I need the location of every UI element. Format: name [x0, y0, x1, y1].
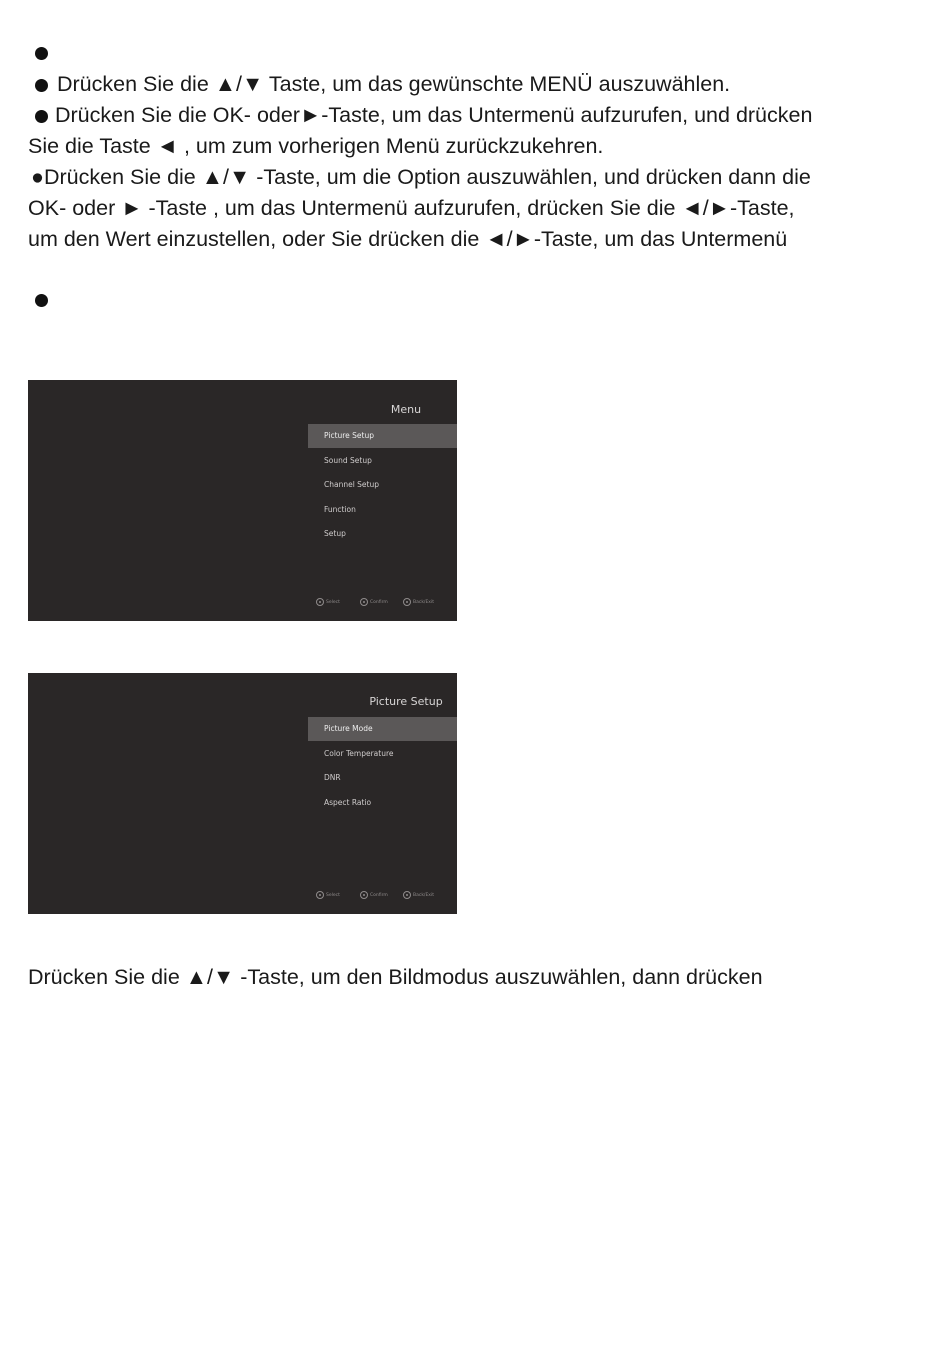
- hint-label: Confirm: [370, 599, 388, 605]
- hint-back: [403, 598, 434, 606]
- hint-label: Select: [326, 892, 340, 898]
- instruction-line-3: Sie die Taste ◄ , um zum vorherigen Menü zurückzukehren.: [28, 134, 604, 158]
- bullet-1: [35, 79, 48, 92]
- menu-item-color-temperature[interactable]: [308, 742, 457, 766]
- menu-item-setup[interactable]: [308, 522, 457, 546]
- menu-item-label: Function: [324, 505, 356, 514]
- instruction-line-5: OK- oder ► -Taste , um das Untermenü aufzurufen, drücken Sie die ◄/►-Taste,: [28, 196, 795, 220]
- bullet-empty-1: [35, 47, 48, 60]
- instruction-line-2: Drücken Sie die OK- oder►-Taste, um das Untermenü aufzurufen, und drücken: [55, 103, 813, 127]
- menu-item-function[interactable]: [308, 498, 457, 522]
- hint-bar: [316, 598, 457, 612]
- instruction-line-1: Drücken Sie die ▲/▼ Taste, um das gewünschte MENÜ auszuwählen.: [57, 72, 731, 96]
- hint-label: Back/Exit: [413, 599, 434, 605]
- menu-item-dnr[interactable]: [308, 766, 457, 790]
- hint-label: Back/Exit: [413, 892, 434, 898]
- back-icon: [403, 891, 411, 899]
- instruction-line-6: um den Wert einzustellen, oder Sie drücken die ◄/►-Taste, um das Untermenü: [28, 227, 788, 251]
- ok-icon: [360, 891, 368, 899]
- menu-item-channel-setup[interactable]: [308, 473, 457, 497]
- menu-item-label: Setup: [324, 529, 346, 538]
- menu-item-sound-setup[interactable]: [308, 449, 457, 473]
- hint-label: Select: [326, 599, 340, 605]
- nav-icon: [316, 598, 324, 606]
- hint-bar: [316, 891, 457, 905]
- hint-select: [316, 598, 340, 606]
- menu-item-label: Color Temperature: [324, 749, 394, 758]
- back-icon: [403, 598, 411, 606]
- footer-instruction: Drücken Sie die ▲/▼ -Taste, um den Bildmodus auszuwählen, dann drücken: [28, 965, 763, 989]
- instruction-line-4: ●Drücken Sie die ▲/▼ -Taste, um die Option auszuwählen, und drücken dann die: [31, 165, 811, 189]
- ok-icon: [360, 598, 368, 606]
- nav-icon: [316, 891, 324, 899]
- menu-item-aspect-ratio[interactable]: [308, 791, 457, 815]
- menu-item-label: DNR: [324, 773, 341, 782]
- menu-title: Picture Setup: [369, 695, 443, 708]
- hint-confirm: [360, 598, 388, 606]
- hint-select: [316, 891, 340, 899]
- hint-label: Confirm: [370, 892, 388, 898]
- menu-item-label: Picture Setup: [324, 431, 375, 440]
- tv-menu-screenshot: [28, 380, 457, 621]
- tv-picture-setup-screenshot: [28, 673, 457, 914]
- menu-item-picture-mode[interactable]: [308, 717, 457, 741]
- menu-item-label: Aspect Ratio: [324, 798, 372, 807]
- menu-title: Menu: [390, 403, 422, 416]
- hint-back: [403, 891, 434, 899]
- menu-item-label: Sound Setup: [324, 456, 372, 465]
- bullet-empty-2: [35, 294, 48, 307]
- hint-confirm: [360, 891, 388, 899]
- menu-item-label: Picture Mode: [324, 724, 373, 733]
- menu-item-label: Channel Setup: [324, 480, 380, 489]
- bullet-2: [35, 110, 48, 123]
- menu-item-picture-setup[interactable]: [308, 424, 457, 448]
